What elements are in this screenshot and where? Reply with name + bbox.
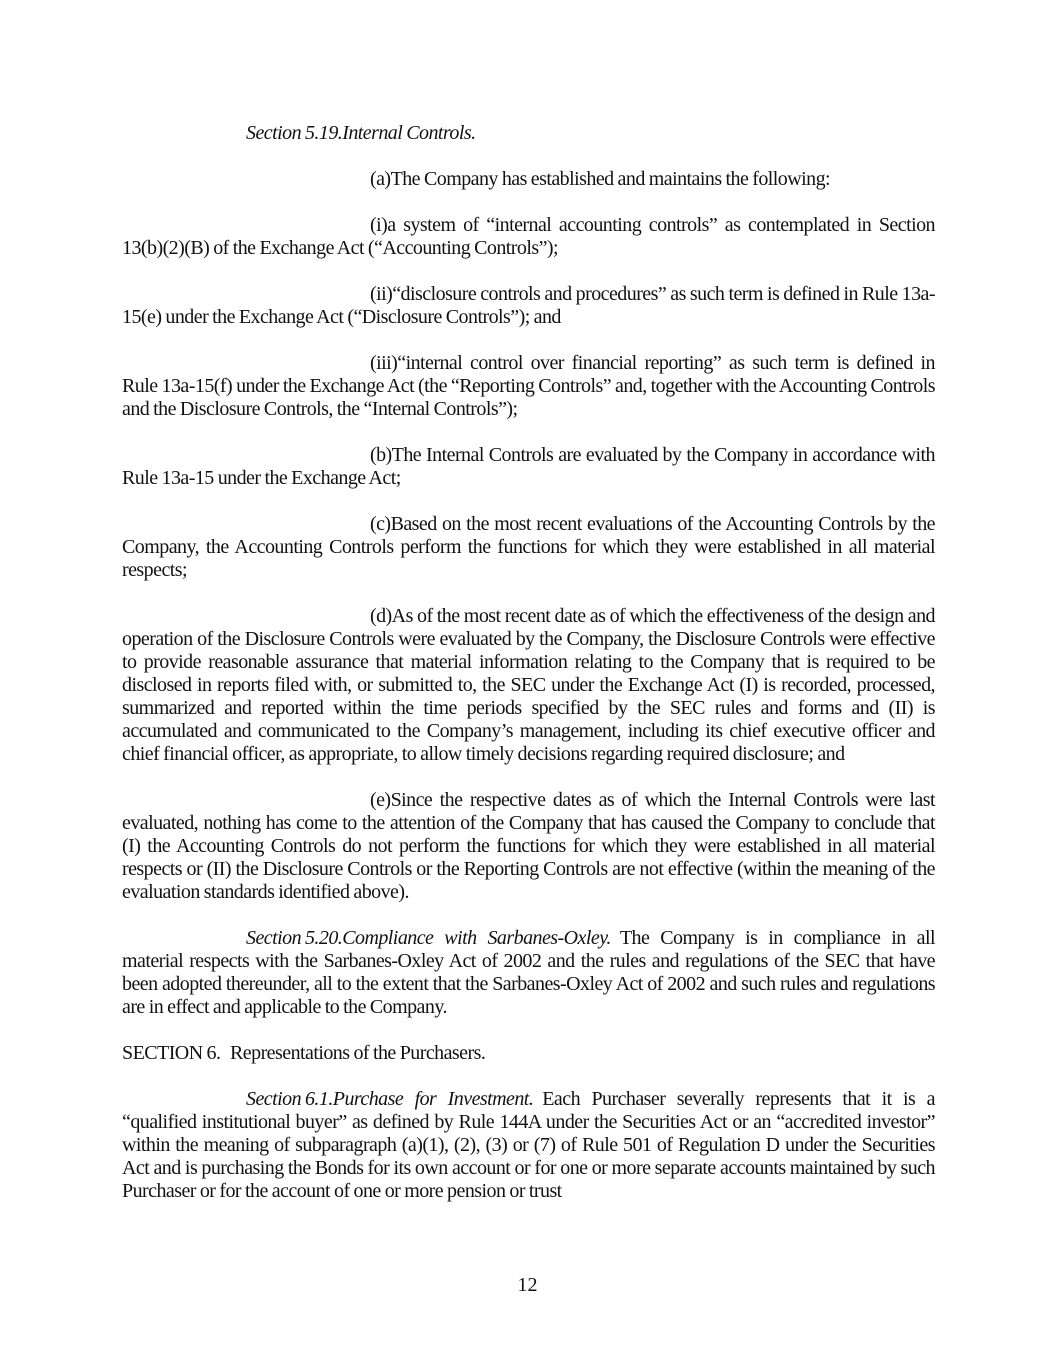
paragraph-label: Section 5.20. xyxy=(246,927,343,949)
para-5-19-a-i xyxy=(122,214,935,260)
paragraph-text: “internal control over financial reporting” as such term is defined in Rule 13a-15(f) under the Exchange Act (the “Reporting Controls” and, together with the Accounting Controls and the Disclosure Controls, the “Internal Controls”); xyxy=(122,352,935,420)
para-5-19-d xyxy=(122,605,935,766)
paragraph-text: a system of “internal accounting controls” as contemplated in Section 13(b)(2)(B) of the Exchange Act (“Accounting Controls”); xyxy=(122,214,935,259)
paragraph-text: Since the respective dates as of which the Internal Controls were last evaluated, nothing has come to the attention of the Company that has caused the Company to conclude that (I) the Accounting Controls do not perform the functions for which they were established in all material respects or (II) the Disclosure Controls or the Reporting Controls are not effective (within the meaning of the evaluation standards identified above). xyxy=(122,789,935,903)
paragraph-label: Section 5.19. xyxy=(246,122,343,144)
heading-section-5-19 xyxy=(122,122,935,145)
para-5-19-a-ii xyxy=(122,283,935,329)
para-5-19-a xyxy=(122,168,935,191)
para-section-5-20 xyxy=(122,927,935,1019)
heading-section-6 xyxy=(122,1042,935,1065)
paragraph-label: SECTION 6. xyxy=(122,1042,221,1064)
paragraph-text: The Company is in compliance in all material respects with the Sarbanes-Oxley Act of 2002 and the rules and regulations of the SEC that have been adopted thereunder, all to the extent that the Sarbanes-Oxley Act of 2002 and such rules and regulations are in effect and applicable to the Company. xyxy=(122,927,935,1018)
document-body xyxy=(122,122,935,1226)
paragraph-title: Representations of the Purchasers. xyxy=(230,1042,486,1064)
paragraph-text: As of the most recent date as of which the effectiveness of the design and operation of the Disclosure Controls were evaluated by the Company, the Disclosure Controls were effective to provide reasonable assurance that material information relating to the Company that is required to be disclosed in reports filed with, or submitted to, the SEC under the Exchange Act (I) is recorded, processed, summarized and reported within the time periods specified by the SEC rules and forms and (II) is accumulated and communicated to the Company’s management, including its chief executive officer and chief financial officer, as appropriate, to allow timely decisions regarding required disclosure; and xyxy=(122,605,935,765)
paragraph-text: “disclosure controls and procedures” as such term is defined in Rule 13a-15(e) under the Exchange Act (“Disclosure Controls”); and xyxy=(122,283,935,328)
para-section-6-1 xyxy=(122,1088,935,1203)
page-number: 12 xyxy=(517,1274,538,1296)
paragraph-title: Purchase for Investment. xyxy=(332,1088,534,1110)
para-5-19-a-iii xyxy=(122,352,935,421)
paragraph-text: Based on the most recent evaluations of the Accounting Controls by the Company, the Accounting Controls perform the functions for which they were established in all material respects; xyxy=(122,513,935,581)
para-5-19-b xyxy=(122,444,935,490)
paragraph-label: (b) xyxy=(370,444,392,466)
paragraph-label: (a) xyxy=(370,168,391,190)
paragraph-title: Compliance with Sarbanes-Oxley. xyxy=(342,927,611,949)
paragraph-text: The Company has established and maintains the following: xyxy=(390,168,831,190)
paragraph-label: (e) xyxy=(370,789,391,811)
paragraph-text: The Internal Controls are evaluated by the Company in accordance with Rule 13a-15 under the Exchange Act; xyxy=(122,444,935,489)
paragraph-label: Section 6.1. xyxy=(246,1088,333,1110)
para-5-19-e xyxy=(122,789,935,904)
paragraph-label: (ii) xyxy=(370,283,393,305)
para-5-19-c xyxy=(122,513,935,582)
paragraph-title: Internal Controls. xyxy=(342,122,476,144)
paragraph-text: Each Purchaser severally represents that it is a “qualified institutional buyer” as defined by Rule 144A under the Securities Act or an “accredited investor” within the meaning of subparagraph (a)(1), (2), (3) or (7) of Rule 501 of Regulation D under the Securities Act and is purchasing the Bonds for its own account or for one or more separate accounts maintained by such Purchaser or for the account of one or more pension or trust xyxy=(122,1088,935,1202)
paragraph-label: (i) xyxy=(370,214,388,236)
paragraph-label: (iii) xyxy=(370,352,398,374)
paragraph-label: (d) xyxy=(370,605,392,627)
paragraph-label: (c) xyxy=(370,513,391,535)
